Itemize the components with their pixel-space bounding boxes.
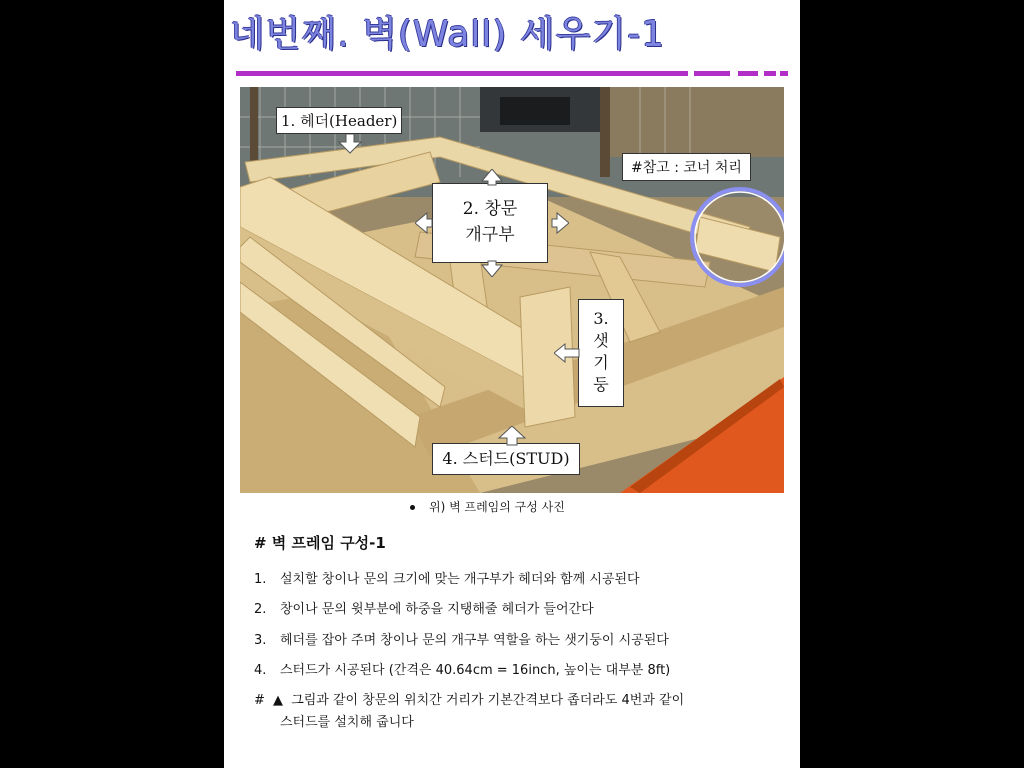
list-item-number: 4. bbox=[254, 663, 267, 678]
page-title: 네번째. 벽(Wall) 세우기-1 bbox=[230, 14, 666, 55]
callout-header-label: 1. 헤더(Header) bbox=[281, 112, 398, 130]
list-item-text: 헤더를 잡아 주며 창이나 문의 개구부 역할을 하는 샛기둥이 시공된다 bbox=[280, 633, 669, 648]
list-item-text: 스터드가 시공된다 (간격은 40.64cm = 16inch, 높이는 대부분 8ft) bbox=[280, 663, 671, 678]
callout-header bbox=[276, 107, 402, 134]
callout-jamb-line2: 샛 bbox=[593, 331, 609, 350]
arrow-left-icon bbox=[554, 343, 580, 363]
list-item bbox=[254, 659, 670, 678]
photo-caption-text: 위) 벽 프레임의 구성 사진 bbox=[429, 500, 565, 514]
arrow-down-icon bbox=[338, 134, 362, 154]
title-rule-dash-1 bbox=[694, 71, 730, 76]
callout-stud bbox=[432, 443, 580, 475]
list-item-number: 1. bbox=[254, 572, 267, 587]
arrow-up-icon bbox=[498, 426, 526, 446]
title-rule-long bbox=[236, 71, 688, 76]
callout-corner-note-label: #참고 : 코너 처리 bbox=[631, 160, 742, 176]
title-rule-dash-2 bbox=[738, 71, 758, 76]
title-rule-dash-3 bbox=[764, 71, 776, 76]
list-item bbox=[254, 598, 594, 617]
list-item-number: 2. bbox=[254, 602, 267, 617]
note-block bbox=[254, 690, 684, 734]
callout-jamb-stud bbox=[578, 299, 624, 407]
wall-frame-photo bbox=[240, 87, 784, 493]
list-item-number: 3. bbox=[254, 633, 267, 648]
title-rule-dash-4 bbox=[780, 71, 788, 76]
callout-jamb-line1: 3. bbox=[593, 309, 609, 328]
list-item bbox=[254, 629, 669, 648]
callout-corner-note bbox=[622, 153, 751, 181]
triangle-up-icon: ▲ bbox=[273, 693, 284, 708]
list-item-text: 창이나 문의 윗부분에 하중을 지탱해줄 헤더가 들어간다 bbox=[280, 602, 594, 617]
callout-window-opening-line1: 2. 창문 bbox=[462, 199, 518, 219]
note-prefix: # bbox=[254, 693, 265, 708]
note-line-1: 그림과 같이 창문의 위치간 거리가 기본간격보다 좁더라도 4번과 같이 bbox=[291, 693, 685, 708]
list-item bbox=[254, 568, 640, 587]
note-line-2: 스터드를 설치해 줍니다 bbox=[280, 715, 414, 730]
section-heading: # 벽 프레임 구성-1 bbox=[254, 534, 386, 552]
bullet-icon bbox=[410, 505, 415, 510]
callout-window-opening-line2: 개구부 bbox=[465, 225, 515, 245]
photo-caption bbox=[410, 498, 565, 515]
slide bbox=[224, 0, 800, 768]
callout-jamb-line3: 기 bbox=[593, 353, 609, 372]
callout-jamb-line4: 둥 bbox=[593, 375, 609, 394]
callout-stud-label: 4. 스터드(STUD) bbox=[442, 449, 570, 468]
list-item-text: 설치할 창이나 문의 크기에 맞는 개구부가 헤더와 함께 시공된다 bbox=[280, 572, 640, 587]
four-way-arrow-icon bbox=[415, 169, 569, 277]
